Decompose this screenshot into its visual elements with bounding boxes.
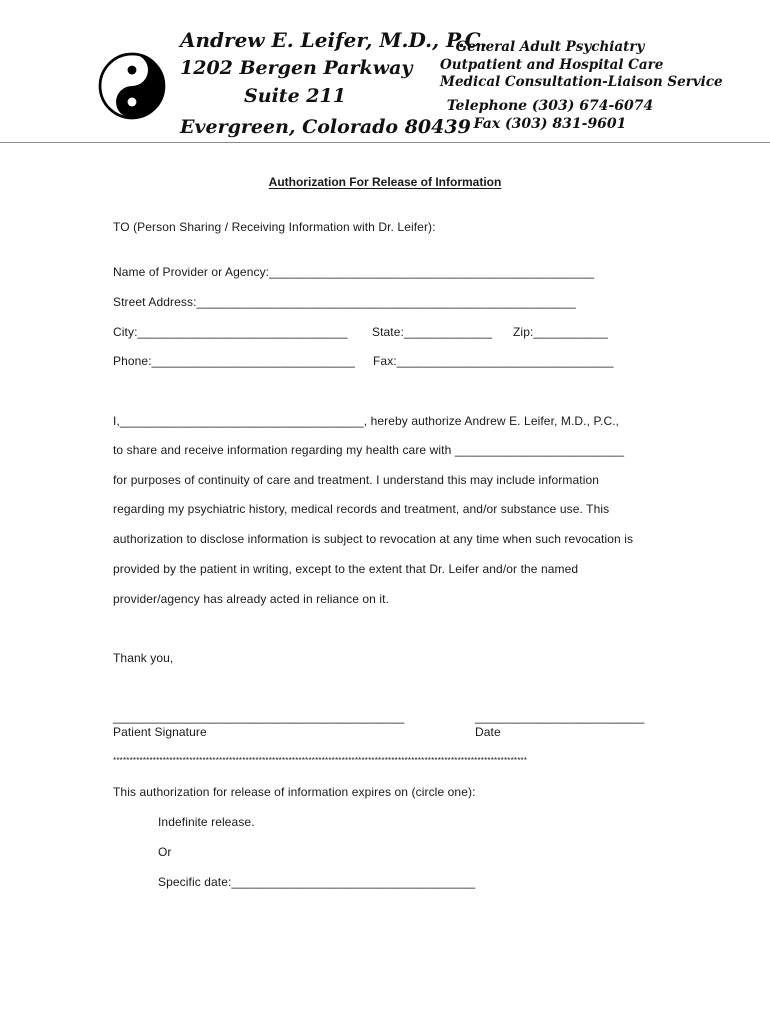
signature-line[interactable]: ___________________________________________ [113,710,405,724]
practice-name: Andrew E. Leifer, M.D., P.C. [180,28,488,52]
yin-yang-icon [98,52,166,120]
thank-you: Thank you, [113,651,174,665]
fax-field[interactable]: Fax:________________________________ [373,354,614,368]
authorization-line-2: to share and receive information regarding my health care with _________________________ [113,443,625,457]
option-or: Or [158,845,172,859]
authorization-line-3: for purposes of continuity of care and treatment. I understand this may include information [113,473,600,487]
service-line-1: General Adult Psychiatry [455,39,645,55]
zip-field[interactable]: Zip:___________ [513,325,608,339]
date-label: Date [475,725,501,739]
signature-label: Patient Signature [113,725,207,739]
service-line-2: Outpatient and Hospital Care [440,56,664,73]
expiry-intro: This authorization for release of information expires on (circle one): [113,785,476,799]
practice-telephone: Telephone (303) 674-6074 [446,97,654,114]
practice-city: Evergreen, Colorado 80439 [180,116,471,138]
city-field[interactable]: City:_______________________________ [113,325,348,339]
authorization-line-6: provided by the patient in writing, except to the extent that Dr. Leifer and/or the named [113,562,579,576]
practice-street: 1202 Bergen Parkway [180,57,413,79]
date-line[interactable]: _________________________ [475,710,645,724]
street-address-field[interactable]: Street Address:________________________________________________________ [113,295,576,309]
recipient-instruction: TO (Person Sharing / Receiving Information with Dr. Leifer): [113,220,436,234]
option-indefinite-release[interactable]: Indefinite release. [158,815,255,829]
authorization-line-7: provider/agency has already acted in reliance on it. [113,592,390,606]
practice-fax: Fax (303) 831-9601 [473,115,627,132]
letterhead-divider [0,142,770,143]
authorization-line-4: regarding my psychiatric history, medical records and treatment, and/or substance use. This [113,502,610,516]
asterisk-separator: ***************************************************************************************************************************** [113,756,528,765]
provider-name-field[interactable]: Name of Provider or Agency:________________________________________________ [113,265,595,279]
practice-services-block [440,39,723,132]
service-line-3: Medical Consultation-Liaison Service [440,74,723,90]
state-field[interactable]: State:_____________ [372,325,493,339]
authorization-line-1: I,____________________________________, hereby authorize Andrew E. Leifer, M.D., P.C., [113,414,620,428]
option-specific-date[interactable]: Specific date:____________________________________ [158,875,476,889]
practice-address-block [180,28,488,138]
authorization-line-5: authorization to disclose information is subject to revocation at any time when such revocation is [113,532,634,546]
practice-suite: Suite 211 [244,85,346,107]
phone-field[interactable]: Phone:______________________________ [113,354,355,368]
form-title: Authorization For Release of Information [268,175,502,189]
